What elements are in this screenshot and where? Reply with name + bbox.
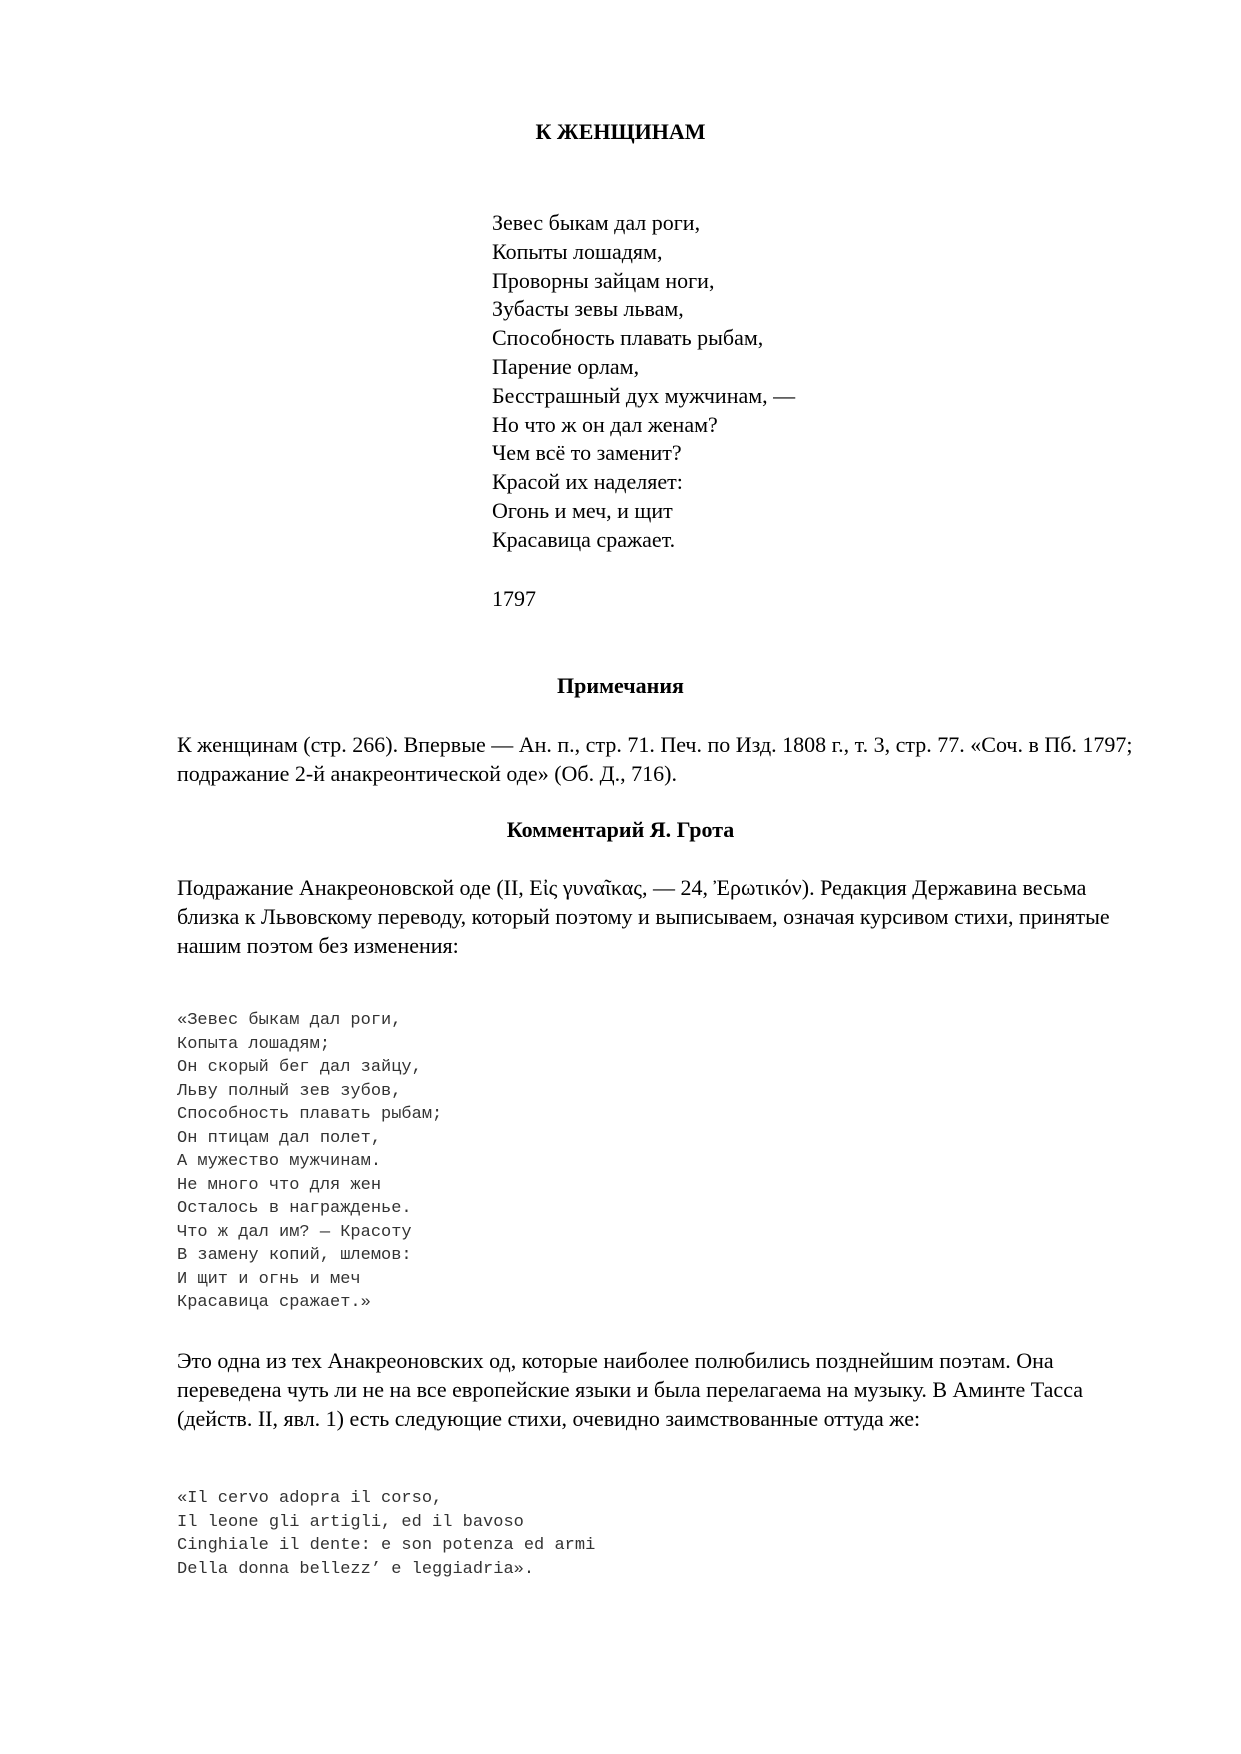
quote-line: Cinghiale il dente: e son potenza ed armi <box>177 1536 596 1555</box>
poem-line: Красавица сражает. <box>492 526 676 552</box>
quote-line: Il leone gli artigli, ed il bavoso <box>177 1512 524 1532</box>
quote-line: Della donna bellezz’ e leggiadria». <box>177 1559 535 1579</box>
notes-paragraph: К женщинам (стр. 266). Впервые — Ан. п., стр. 71. Печ. по Изд. 1808 г., т. 3, стр. 77. «Соч. в Пб. 1797; подражание 2-й анакреонтической оде» (Об. Д., 716). <box>177 732 1133 786</box>
quote-line: А мужество мужчинам. <box>177 1152 382 1171</box>
poem-title: К ЖЕНЩИНАМ <box>535 119 706 144</box>
poem-line: Бесстрашный дух мужчинам, — <box>492 382 796 408</box>
poem-line: Чем всё то заменит? <box>492 440 682 466</box>
quote-line: Он птицам дал полет, <box>177 1128 382 1148</box>
poem-line: Парение орлам, <box>492 353 640 379</box>
notes-heading: Примечания <box>557 673 684 698</box>
tasso-quote <box>177 1487 595 1581</box>
poem-year: 1797 <box>492 586 536 611</box>
quote-line: И щит и огнь и меч <box>177 1269 361 1289</box>
lvov-translation-quote <box>177 1009 442 1315</box>
quote-line: Льву полный зев зубов, <box>177 1081 402 1101</box>
quote-line: Способность плавать рыбам; <box>177 1105 443 1124</box>
commentary-intro: Подражание Анакреоновской оде (II, Εἰς γυναῖκας, — 24, Ἐρωτικόν). Редакция Державина весьма близка к Львовскому переводу, который поэтому и выписываем, означая курсивом стихи, принятые нашим поэтом без изменения: <box>177 875 1110 958</box>
poem-text <box>492 209 795 555</box>
poem-line: Огонь и меч, и щит <box>492 497 673 523</box>
commentary-heading: Комментарий Я. Грота <box>506 817 735 842</box>
poem-line: Красой их наделяет: <box>492 469 683 495</box>
quote-line: Осталось в награжденье. <box>177 1199 412 1218</box>
quote-line: «Зевес быкам дал роги, <box>177 1011 402 1030</box>
quote-line: В замену копий, шлемов: <box>177 1246 412 1265</box>
poem-line: Проворны зайцам ноги, <box>492 267 715 293</box>
quote-line: Красавица сражает.» <box>177 1293 371 1312</box>
poem-line: Зевес быкам дал роги, <box>492 210 701 235</box>
poem-line: Способность плавать рыбам, <box>492 325 764 351</box>
quote-line: Он скорый бег дал зайцу, <box>177 1058 422 1077</box>
poem-line: Но что ж он дал женам? <box>492 411 718 437</box>
poem-line: Копыты лошадям, <box>492 238 663 264</box>
quote-line: Что ж дал им? — Красоту <box>177 1222 412 1242</box>
poem-line: Зубасты зевы львам, <box>492 296 684 322</box>
commentary-followup: Это одна из тех Анакреоновских од, которые наиболее полюбились позднейшим поэтам. Она переведена чуть ли не на все европейские языки и была перелагаема на музыку. В Аминте Тасса (действ. II, явл. 1) есть следующие стихи, очевидно заимствованные оттуда же: <box>177 1348 1083 1431</box>
quote-line: Не много что для жен <box>177 1175 382 1195</box>
quote-line: Копыта лошадям; <box>177 1034 331 1054</box>
quote-line: «Il cervo adopra il corso, <box>177 1489 443 1508</box>
